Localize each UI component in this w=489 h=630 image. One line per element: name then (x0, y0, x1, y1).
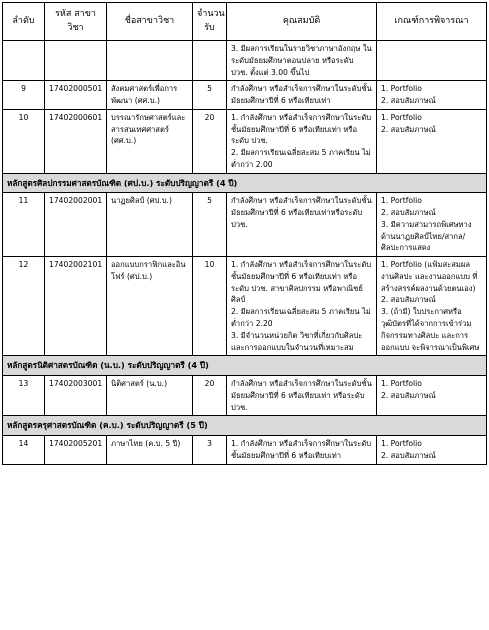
qualification-cell (227, 193, 377, 257)
header-criteria: เกณฑ์การพิจารณา (377, 3, 487, 41)
table-group-d (3, 436, 487, 465)
section-row (3, 416, 487, 436)
seat-count: 10 (193, 257, 227, 356)
seat-count: 5 (193, 81, 227, 110)
criteria-cell (377, 81, 487, 110)
table-row (3, 109, 487, 173)
program-code: 17402002001 (45, 193, 107, 257)
section-title: หลักสูตรศิลปกรรมศาสตรบัณฑิต (ศป.บ.) ระดับปริญญาตรี (4 ปี) (3, 173, 487, 193)
criteria-line: 2. สอบสัมภาษณ์ (381, 96, 436, 106)
qualification-cell (227, 376, 377, 416)
qualification-line: กำลังศึกษา หรือสำเร็จการศึกษาในระดับชั้นมัธยมศึกษาปีที่ 6 หรือเทียบเท่า (231, 84, 372, 106)
header-seats: จำนวน รับ (193, 3, 227, 41)
criteria-line: 1. Portfolio (แฟ้มสะสมผลงานศิลปะ และงานออกแบบ ที่สร้างสรรค์ผลงานด้วยตนเอง) (381, 260, 478, 293)
header-code: รหัส สาขาวิชา (45, 3, 107, 41)
table-group-a (3, 81, 487, 173)
header-no: ลำดับ (3, 3, 45, 41)
program-code: 17402000601 (45, 109, 107, 173)
program-code: 17402000501 (45, 81, 107, 110)
criteria-cell (377, 109, 487, 173)
table-group-b (3, 193, 487, 356)
program-name: สังคมศาสตร์เพื่อการพัฒนา (ศศ.บ.) (107, 81, 193, 110)
section-title: หลักสูตรนิติศาสตรบัณฑิต (น.บ.) ระดับปริญญาตรี (4 ปี) (3, 356, 487, 376)
program-code: 17402002101 (45, 257, 107, 356)
table-group-c (3, 376, 487, 416)
criteria-line: 3. มีความสามารถพิเศษทางด้านนาฏยศิลป์ไทย/สากล/ศิลปะการแสดง (381, 219, 472, 253)
criteria-line: 1. Portfolio (381, 196, 422, 206)
row-number: 12 (3, 257, 45, 356)
program-code: 17402003001 (45, 376, 107, 416)
criteria-cell (377, 193, 487, 257)
criteria-line: 1. Portfolio (381, 84, 422, 94)
criteria-line: 2. สอบสัมภาษณ์ (381, 450, 436, 460)
qualification-cell (227, 81, 377, 110)
qualification-line: 2. มีผลการเรียนเฉลี่ยสะสม 5 ภาคเรียน ไม่ต่ำกว่า 2.20 (231, 307, 371, 329)
table-row (3, 436, 487, 465)
program-code: 17402005201 (45, 436, 107, 465)
section-row (3, 356, 487, 376)
admission-table (2, 2, 487, 465)
table-row-continued (3, 41, 487, 81)
qualification-cell (227, 109, 377, 173)
qualification-line: 2. มีผลการเรียนเฉลี่ยสะสม 5 ภาคเรียน ไม่ต่ำกว่า 2.00 (231, 148, 371, 169)
qualification-line: 3. มีผลการเรียนในรายวิชาภาษาอังกฤษ ในระดับมัธยมศึกษาตอนปลาย หรือระดับ ปวช. ตั้งแต่ 3.00 ขึ้นไป (231, 44, 372, 77)
table-row (3, 376, 487, 416)
row-number: 10 (3, 109, 45, 173)
qualification-line: กำลังศึกษา หรือสำเร็จการศึกษาในระดับชั้นมัธยมศึกษาปีที่ 6 หรือเทียบเท่าหรือระดับ ปวช. (231, 196, 372, 229)
criteria-line: 2. สอบสัมภาษณ์ (381, 390, 436, 400)
qualification-cell (227, 436, 377, 465)
header-name: ชื่อสาขาวิชา (107, 3, 193, 41)
seat-count: 20 (193, 376, 227, 416)
qualification-cell (227, 257, 377, 356)
criteria-line: 1. Portfolio (381, 379, 422, 389)
seat-count: 20 (193, 109, 227, 173)
criteria-cell (377, 376, 487, 416)
criteria-line: 1. Portfolio (381, 439, 422, 449)
program-name: นาฏยศิลป์ (ศป.บ.) (107, 193, 193, 257)
program-name: นิติศาสตร์ (น.บ.) (107, 376, 193, 416)
table-row (3, 81, 487, 110)
qualification-line: 3. มีจำนวนหน่วยกิต วิชาที่เกี่ยวกับศิลปะ และการออกแบบในจำนวนที่เหมาะสม (231, 330, 363, 352)
qualification-cell (227, 41, 377, 81)
criteria-line: 2. สอบสัมภาษณ์ (381, 208, 436, 218)
criteria-line: 1. Portfolio (381, 112, 422, 122)
program-name: ภาษาไทย (ค.บ. 5 ปี) (107, 436, 193, 465)
table-row (3, 193, 487, 257)
header-row (3, 3, 487, 41)
section-title: หลักสูตรครุศาสตรบัณฑิต (ค.บ.) ระดับปริญญาตรี (5 ปี) (3, 416, 487, 436)
row-number: 13 (3, 376, 45, 416)
qualification-line: 1. กำลังศึกษา หรือสำเร็จการศึกษาในระดับชั้นมัธยมศึกษาปีที่ 6 หรือเทียบเท่า (231, 439, 372, 460)
criteria-line: 2. สอบสัมภาษณ์ (381, 295, 436, 305)
program-name: ออกแบบกราฟิกและอินโฟร์ (ศป.บ.) (107, 257, 193, 356)
table-row (3, 257, 487, 356)
row-number: 9 (3, 81, 45, 110)
section-row (3, 173, 487, 193)
criteria-cell (377, 436, 487, 465)
criteria-cell (377, 257, 487, 356)
qualification-line: 1. กำลังศึกษา หรือสำเร็จการศึกษาในระดับชั้นมัธยมศึกษาปีที่ 6 หรือเทียบเท่า หรือ ระดับ ปวช. (231, 112, 372, 146)
header-qualification: คุณสมบัติ (227, 3, 377, 41)
criteria-line: 3. (ถ้ามี) ใบประกาศหรือวุฒิบัตรที่ได้จากการเข้าร่วมกิจกรรมทางศิลปะ และการออกแบบ จะพิจารณาเป็นพิเศษ (381, 307, 480, 352)
qualification-line: 1. กำลังศึกษา หรือสำเร็จการศึกษาในระดับชั้นมัธยมศึกษาปีที่ 6 หรือเทียบเท่า หรือระดับ ปวช. สาขาศิลปกรรม หรือพาณิชย์ศิลป์ (231, 260, 372, 305)
program-name: บรรณารักษศาสตร์และสารสนเทศศาสตร์ (ศศ.บ.) (107, 109, 193, 173)
row-number: 14 (3, 436, 45, 465)
seat-count: 5 (193, 193, 227, 257)
qualification-line: กำลังศึกษา หรือสำเร็จการศึกษาในระดับชั้นมัธยมศึกษาปีที่ 6 หรือเทียบเท่า หรือระดับ ปวช. (231, 379, 372, 412)
seat-count: 3 (193, 436, 227, 465)
row-number: 11 (3, 193, 45, 257)
criteria-line: 2. สอบสัมภาษณ์ (381, 124, 436, 134)
